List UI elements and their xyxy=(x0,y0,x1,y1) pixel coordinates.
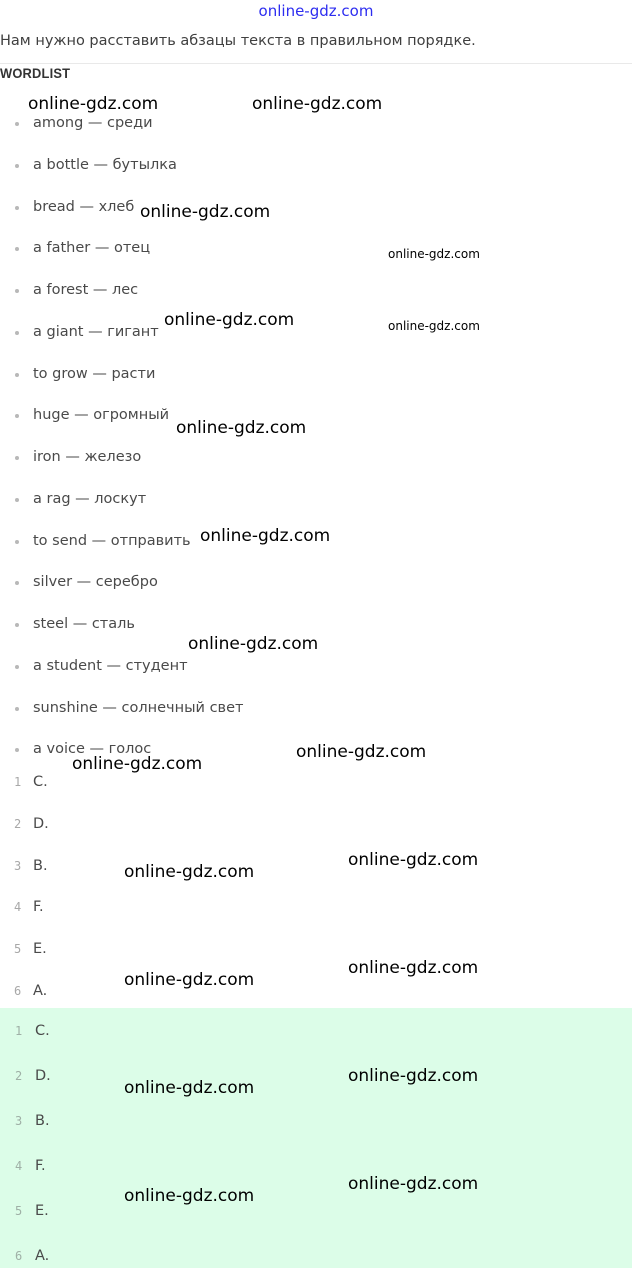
watermark: online-gdz.com xyxy=(176,418,307,438)
bullet-icon xyxy=(15,540,19,544)
bullet-icon xyxy=(15,331,19,335)
answer-letter: C. xyxy=(35,1023,50,1039)
list-item xyxy=(0,145,632,187)
list-item xyxy=(0,187,632,229)
list-item xyxy=(0,395,632,437)
bullet-icon xyxy=(15,373,19,377)
task-description: Нам нужно расставить абзацы текста в правильном порядке. xyxy=(0,33,476,49)
watermark: online-gdz.com xyxy=(348,1174,479,1194)
word-entry: a bottle — бутылка xyxy=(33,156,177,173)
answer-letter: F. xyxy=(35,1158,46,1174)
word-entry: a giant — гигант xyxy=(33,323,159,340)
word-entry: steel — сталь xyxy=(33,616,135,632)
word-entry: a forest — лес xyxy=(33,282,139,298)
answer-letter: E. xyxy=(35,1203,49,1219)
list-item xyxy=(0,562,632,604)
bullet-icon xyxy=(15,498,19,502)
list-item xyxy=(0,354,632,396)
word-entry: silver — серебро xyxy=(33,574,158,591)
answer-box-item xyxy=(0,1011,632,1056)
watermark: online-gdz.com xyxy=(164,310,295,330)
answer-number: 4 xyxy=(15,1159,23,1173)
word-entry: among — среди xyxy=(33,115,153,131)
answer-number: 4 xyxy=(14,900,22,915)
word-entry: to grow — расти xyxy=(33,365,156,382)
watermark: online-gdz.com xyxy=(124,1078,255,1098)
answer-item xyxy=(0,929,632,971)
answer-letter: A. xyxy=(33,982,48,999)
answer-box-list xyxy=(0,1011,632,1281)
answer-number: 6 xyxy=(15,1249,23,1263)
answer-letter: D. xyxy=(35,1068,51,1084)
answer-letter: B. xyxy=(33,857,48,874)
answer-item xyxy=(0,887,632,929)
answer-list xyxy=(0,762,632,1013)
bullet-icon xyxy=(15,748,19,752)
bullet-icon xyxy=(15,707,19,711)
wordlist-heading: WORDLIST xyxy=(0,65,71,81)
answer-letter: E. xyxy=(33,941,47,957)
watermark: online-gdz.com xyxy=(348,850,479,870)
bullet-icon xyxy=(15,581,19,585)
list-item xyxy=(0,270,632,312)
answer-letter: F. xyxy=(33,899,44,916)
list-item xyxy=(0,312,632,354)
watermark: online-gdz.com xyxy=(200,526,331,546)
word-entry: a student — студент xyxy=(33,657,188,674)
bullet-icon xyxy=(15,414,19,418)
answer-box-item xyxy=(0,1146,632,1191)
wordlist xyxy=(0,103,632,771)
bullet-icon xyxy=(15,623,19,627)
answer-box-item xyxy=(0,1101,632,1146)
word-entry: iron — железо xyxy=(33,449,142,465)
answer-number: 2 xyxy=(15,1069,23,1083)
answer-box-item xyxy=(0,1056,632,1101)
answer-number: 2 xyxy=(14,816,22,831)
bullet-icon xyxy=(15,456,19,460)
watermark: online-gdz.com xyxy=(388,319,480,333)
watermark: online-gdz.com xyxy=(28,94,159,114)
answer-box-item xyxy=(0,1236,632,1281)
watermark: online-gdz.com xyxy=(252,94,383,114)
watermark: online-gdz.com xyxy=(124,862,255,882)
divider xyxy=(0,63,632,64)
watermark: online-gdz.com xyxy=(348,958,479,978)
answer-number: 5 xyxy=(15,1204,23,1218)
watermark: online-gdz.com xyxy=(140,202,271,222)
answer-number: 3 xyxy=(15,1114,23,1128)
bullet-icon xyxy=(15,665,19,669)
watermark: online-gdz.com xyxy=(124,970,255,990)
answer-letter: B. xyxy=(35,1113,50,1129)
answer-number: 1 xyxy=(15,1024,23,1038)
bullet-icon xyxy=(15,164,19,168)
list-item xyxy=(0,479,632,521)
watermark: online-gdz.com xyxy=(124,1186,255,1206)
word-entry: a father — отец xyxy=(33,240,151,257)
word-entry: bread — хлеб xyxy=(33,198,135,215)
answer-box xyxy=(0,1008,632,1268)
answer-letter: D. xyxy=(33,815,49,832)
list-item xyxy=(0,228,632,270)
bullet-icon xyxy=(15,206,19,210)
answer-item xyxy=(0,971,632,1013)
watermark: online-gdz.com xyxy=(296,742,427,762)
bullet-icon xyxy=(15,247,19,251)
list-item xyxy=(0,437,632,479)
site-header xyxy=(0,0,632,28)
answer-number: 1 xyxy=(14,775,22,789)
word-entry: huge — огромный xyxy=(33,407,170,424)
answer-letter: C. xyxy=(33,774,48,790)
word-entry: a voice — голос xyxy=(33,741,152,758)
bullet-icon xyxy=(15,289,19,293)
word-entry: a rag — лоскут xyxy=(33,490,147,507)
list-item xyxy=(0,688,632,730)
answer-number: 3 xyxy=(14,858,22,873)
word-entry: sunshine — солнечный свет xyxy=(33,699,244,716)
watermark: online-gdz.com xyxy=(72,754,203,774)
word-entry: to send — отправить xyxy=(33,532,191,549)
watermark: online-gdz.com xyxy=(388,247,480,261)
answer-item xyxy=(0,846,632,888)
answer-number: 5 xyxy=(14,942,22,956)
answer-item xyxy=(0,804,632,846)
bullet-icon xyxy=(15,122,19,126)
site-logo-link[interactable]: online-gdz.com xyxy=(258,2,374,20)
answer-box-item xyxy=(0,1191,632,1236)
watermark: online-gdz.com xyxy=(188,634,319,654)
answer-number: 6 xyxy=(14,983,22,998)
answer-letter: A. xyxy=(35,1248,50,1264)
watermark: online-gdz.com xyxy=(348,1066,479,1086)
